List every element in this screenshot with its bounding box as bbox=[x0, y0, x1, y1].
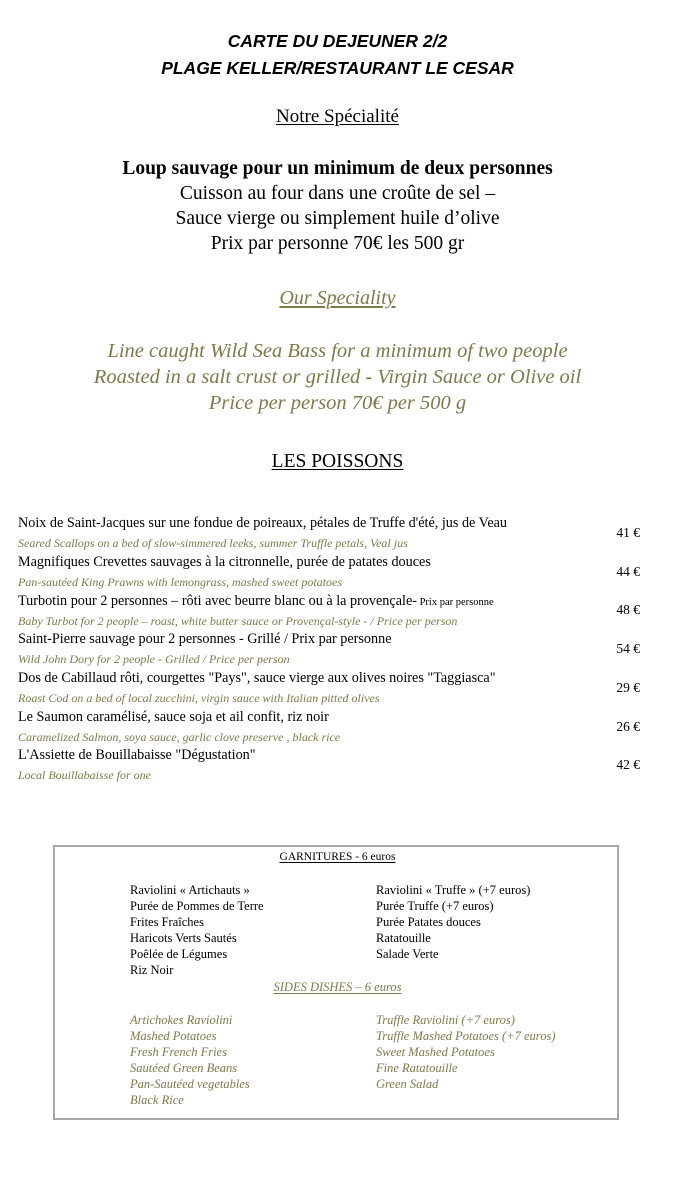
side-item: Sweet Mashed Potatoes bbox=[376, 1045, 495, 1059]
side-item: Fresh French Fries bbox=[130, 1045, 227, 1059]
speciality-fr-headline: Loup sauvage pour un minimum de deux personnes bbox=[122, 158, 553, 179]
dish-name-fr-main: Turbotin pour 2 personnes – rôti avec beurre blanc ou à la provençale- bbox=[18, 593, 417, 609]
section-heading-poissons-text: LES POISSONS bbox=[271, 451, 404, 472]
dish-name-fr: L'Assiette de Bouillabaisse "Dégustation" bbox=[18, 747, 256, 763]
garniture-item: Frites Fraîches bbox=[130, 915, 204, 929]
garniture-item: Haricots Verts Sautés bbox=[130, 931, 237, 945]
dish-price: 42 € bbox=[616, 757, 640, 772]
side-item: Green Salad bbox=[376, 1077, 439, 1091]
garniture-item: Poêlée de Légumes bbox=[130, 947, 228, 961]
garniture-item: Purée Truffe (+7 euros) bbox=[376, 899, 494, 913]
sides-heading-text: SIDES DISHES – 6 euros bbox=[273, 980, 402, 994]
dish-name-fr: Le Saumon caramélisé, sauce soja et ail confit, riz noir bbox=[18, 709, 329, 725]
speciality-fr-heading-text: Notre Spécialité bbox=[276, 106, 399, 127]
side-item: Mashed Potatoes bbox=[130, 1029, 217, 1043]
side-item: Truffle Mashed Potatoes (+7 euros) bbox=[376, 1029, 556, 1043]
dish-name-en: Wild John Dory for 2 people - Grilled / Price per person bbox=[18, 652, 290, 666]
side-item: Pan-Sautéed vegetables bbox=[130, 1077, 250, 1091]
dish-name-en: Seared Scallops on a bed of slow-simmered leeks, summer Truffle petals, Veal jus bbox=[18, 536, 408, 550]
garniture-item: Purée de Pommes de Terre bbox=[130, 899, 264, 913]
dish-price: 26 € bbox=[616, 719, 640, 734]
side-item: Fine Ratatouille bbox=[376, 1061, 458, 1075]
garniture-item: Salade Verte bbox=[376, 947, 439, 961]
garnitures-heading-text: GARNITURES - 6 euros bbox=[279, 851, 396, 863]
dish-name-fr: Noix de Saint-Jacques sur une fondue de poireaux, pétales de Truffe d'été, jus de Veau bbox=[18, 515, 508, 531]
dish-name-fr-note: Prix par personne bbox=[416, 597, 494, 608]
sides-heading bbox=[0, 980, 675, 995]
dish-name-fr: Magnifiques Crevettes sauvages à la citronnelle, purée de patates douces bbox=[18, 554, 431, 570]
dish-name-en: Pan-sautéed King Prawns with lemongrass, mashed sweet potatoes bbox=[18, 575, 342, 589]
dish-name-en: Local Bouillabaisse for one bbox=[18, 768, 151, 782]
dish-name-en: Roast Cod on a bed of local zucchini, virgin sauce with Italian pitted olives bbox=[18, 691, 380, 705]
garniture-item: Raviolini « Truffe » (+7 euros) bbox=[376, 883, 531, 897]
section-heading-poissons bbox=[0, 451, 675, 473]
dish-name-en: Baby Turbot for 2 people – roast, white butter sauce or Provençal-style - / Price per person bbox=[18, 614, 458, 628]
speciality-en-line3: Price per person 70€ per 500 g bbox=[208, 392, 467, 414]
speciality-en-line2: Roasted in a salt crust or grilled - Virgin Sauce or Olive oil bbox=[93, 366, 582, 388]
side-item: Sautéed Green Beans bbox=[130, 1061, 238, 1075]
side-item: Truffle Raviolini (+7 euros) bbox=[376, 1013, 515, 1027]
garniture-item: Raviolini « Artichauts » bbox=[130, 883, 250, 897]
speciality-fr-line3: Prix par personne 70€ les 500 gr bbox=[210, 233, 465, 254]
garniture-item: Riz Noir bbox=[130, 963, 174, 977]
garniture-item: Ratatouille bbox=[376, 931, 431, 945]
dish-price: 48 € bbox=[616, 602, 640, 617]
speciality-fr-line1: Cuisson au four dans une croûte de sel – bbox=[179, 183, 496, 204]
speciality-fr-line2: Sauce vierge ou simplement huile d’olive bbox=[175, 208, 500, 229]
dish-price: 41 € bbox=[616, 525, 640, 540]
dish-name-fr: Dos de Cabillaud rôti, courgettes "Pays", sauce vierge aux olives noires "Taggiasca" bbox=[18, 670, 496, 686]
dish-price: 29 € bbox=[616, 680, 640, 695]
garniture-item: Purée Patates douces bbox=[376, 915, 481, 929]
side-item: Black Rice bbox=[130, 1093, 184, 1107]
speciality-en-heading-text: Our Speciality bbox=[279, 287, 396, 309]
menu-title-line2: PLAGE KELLER/RESTAURANT LE CESAR bbox=[161, 58, 514, 78]
menu-title-line1: CARTE DU DEJEUNER 2/2 bbox=[227, 31, 448, 51]
side-item: Artichokes Raviolini bbox=[130, 1013, 233, 1027]
dish-name-fr bbox=[18, 593, 494, 610]
dish-price: 44 € bbox=[616, 564, 640, 579]
dish-name-en: Caramelized Salmon, soya sauce, garlic clove preserve , black rice bbox=[18, 730, 341, 744]
speciality-fr-heading bbox=[0, 106, 675, 128]
garnitures-heading bbox=[0, 851, 675, 863]
speciality-en-heading bbox=[0, 287, 675, 310]
dish-price: 54 € bbox=[616, 641, 640, 656]
speciality-en-line1: Line caught Wild Sea Bass for a minimum of two people bbox=[107, 340, 568, 362]
dish-name-fr: Saint-Pierre sauvage pour 2 personnes - Grillé / Prix par personne bbox=[18, 631, 392, 647]
